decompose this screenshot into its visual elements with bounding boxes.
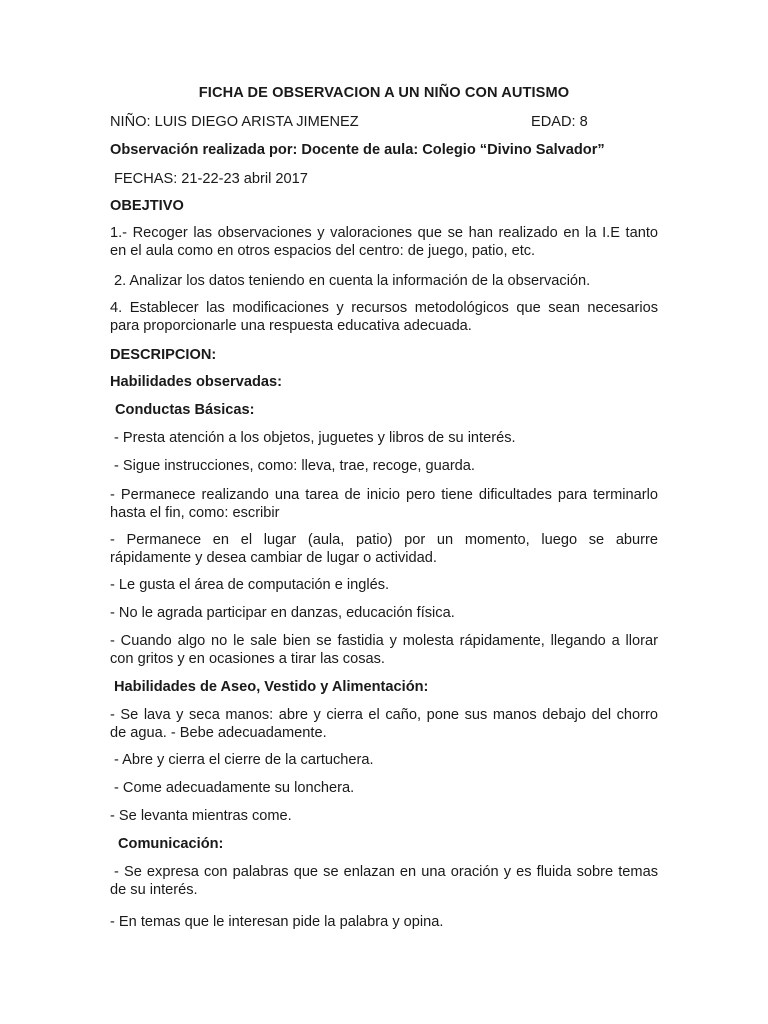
description-heading: DESCRIPCION: bbox=[110, 347, 217, 363]
hygiene-item-1-line-2: de agua. - Bebe adecuadamente. bbox=[110, 725, 327, 741]
hygiene-item-2: - Abre y cierra el cierre de la cartuchera. bbox=[114, 752, 374, 768]
communication-item-1-line-2: de su interés. bbox=[110, 882, 198, 898]
hygiene-item-3: - Come adecuadamente su lonchera. bbox=[114, 780, 355, 796]
hygiene-item-4: - Se levanta mientras come. bbox=[110, 808, 292, 824]
basic-item-5: - Le gusta el área de computación e inglés. bbox=[110, 577, 390, 593]
objective-1-line-1: 1.- Recoger las observaciones y valoraciones que se han realizado en la I.E tanto bbox=[110, 225, 658, 241]
hygiene-item-1-line-1: - Se lava y seca manos: abre y cierra el caño, pone sus manos debajo del chorro bbox=[110, 707, 658, 723]
objective-1 bbox=[110, 224, 658, 260]
child-age: EDAD: 8 bbox=[531, 114, 588, 130]
child-name: NIÑO: LUIS DIEGO ARISTA JIMENEZ bbox=[110, 114, 359, 130]
basic-item-3-line-2: hasta el fin, como: escribir bbox=[110, 505, 280, 521]
basic-item-4-line-2: rápidamente y desea cambiar de lugar o actividad. bbox=[110, 550, 437, 566]
objective-4-line-1: 4. Establecer las modificaciones y recursos metodológicos que sean necesarios bbox=[110, 300, 658, 316]
objective-2: 2. Analizar los datos teniendo en cuenta la información de la observación. bbox=[114, 273, 591, 289]
observer-line: Observación realizada por: Docente de aula: Colegio “Divino Salvador” bbox=[110, 142, 605, 158]
objective-1-line-2: en el aula como en otros espacios del centro: de juego, patio, etc. bbox=[110, 243, 536, 259]
child-info-row bbox=[110, 113, 658, 131]
basic-conduct-heading: Conductas Básicas: bbox=[115, 402, 255, 418]
basic-item-7-line-1: - Cuando algo no le sale bien se fastidia y molesta rápidamente, llegando a llorar bbox=[110, 633, 658, 649]
basic-item-1: - Presta atención a los objetos, juguetes y libros de su interés. bbox=[114, 430, 516, 446]
objective-4 bbox=[110, 299, 658, 335]
communication-heading: Comunicación: bbox=[118, 836, 224, 852]
hygiene-heading: Habilidades de Aseo, Vestido y Alimentación: bbox=[114, 679, 429, 695]
communication-item-1 bbox=[110, 863, 658, 899]
basic-item-3 bbox=[110, 486, 658, 522]
objective-heading: OBEJTIVO bbox=[110, 198, 184, 214]
basic-item-4 bbox=[110, 531, 658, 567]
communication-item-1-line-1: - Se expresa con palabras que se enlazan en una oración y es fluida sobre temas bbox=[114, 864, 658, 880]
dates-line: FECHAS: 21-22-23 abril 2017 bbox=[114, 171, 308, 187]
skills-heading: Habilidades observadas: bbox=[110, 374, 282, 390]
basic-item-2: - Sigue instrucciones, como: lleva, trae, recoge, guarda. bbox=[114, 458, 475, 474]
objective-4-line-2: para proporcionarle una respuesta educativa adecuada. bbox=[110, 318, 472, 334]
communication-item-2: - En temas que le interesan pide la palabra y opina. bbox=[110, 914, 444, 930]
basic-item-7 bbox=[110, 632, 658, 668]
basic-item-4-line-1: - Permanece en el lugar (aula, patio) por un momento, luego se aburre bbox=[110, 532, 658, 548]
basic-item-6: - No le agrada participar en danzas, educación física. bbox=[110, 605, 455, 621]
document-title: FICHA DE OBSERVACION A UN NIÑO CON AUTISMO bbox=[198, 85, 570, 101]
basic-item-3-line-1: - Permanece realizando una tarea de inicio pero tiene dificultades para terminarlo bbox=[110, 487, 658, 503]
hygiene-item-1 bbox=[110, 706, 658, 742]
basic-item-7-line-2: con gritos y en ocasiones a tirar las cosas. bbox=[110, 651, 385, 667]
